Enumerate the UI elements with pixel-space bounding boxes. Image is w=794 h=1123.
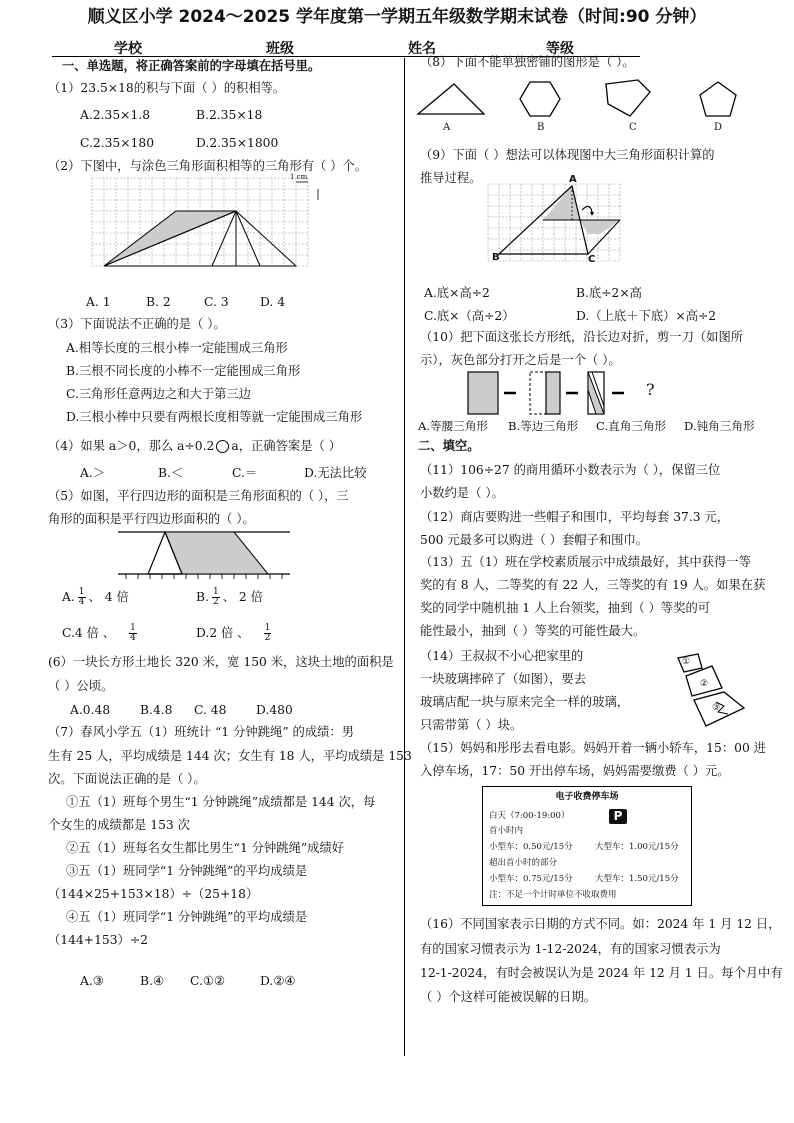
q7-stem-line1: （7）春风小学五（1）班统计 “1 分钟跳绳” 的成绩：男 — [48, 725, 355, 739]
parking-large-rate-2: 大型车：1.50元/15分 — [595, 874, 679, 884]
q6-option-a: A.0.48 — [70, 703, 111, 717]
q1-option-b: B.2.35×18 — [196, 108, 263, 122]
q9-option-d: D.（上底＋下底）×高÷2 — [576, 309, 717, 323]
triangle-shape — [418, 84, 484, 114]
q2-grid-figure — [92, 178, 332, 274]
glass-piece-2: ② — [700, 679, 709, 689]
q1-option-d: D.2.35×1800 — [196, 136, 279, 150]
parking-first-hour: 首小时内 — [489, 826, 524, 836]
name-label: 姓名 — [408, 41, 436, 57]
q2-option-d: D. 4 — [260, 295, 286, 309]
parking-after-first-hour: 超出首小时的部分 — [489, 858, 558, 868]
q5-parallelogram-figure — [118, 530, 290, 580]
q11-stem-line2: 小数约是（ ）。 — [420, 486, 504, 500]
q1-stem: （1）23.5×18的积与下面（ ）的积相等。 — [48, 81, 286, 95]
q4-stem-text: （4）如果 a＞0，那么 a÷0.2 — [48, 439, 215, 453]
q9-stem-line1: （9）下面（ ）想法可以体现图中大三角形面积计算的 — [420, 148, 715, 162]
glass-piece-1: ① — [682, 657, 691, 667]
q7-stem-line2: 生有 25 人，平均成绩是 144 次；女生有 18 人，平均成绩是 153 — [48, 749, 412, 763]
q3-option-b: B.三根不同长度的小棒不一定能围成三角形 — [66, 364, 301, 378]
parking-p-icon — [609, 809, 627, 824]
parking-fee-board — [482, 786, 692, 906]
numerator: 1 — [212, 587, 219, 597]
fraction — [129, 624, 137, 643]
q7-option-d: D.②④ — [260, 974, 296, 988]
q6-stem-line2: （ ）公顷。 — [48, 679, 114, 693]
glass-piece-3: ③ — [712, 703, 721, 713]
q16-stem-line2: 有的国家习惯表示为 1-12-2024，有的国家习惯表示为 — [420, 942, 721, 956]
q7-statement-3a: ③五（1）班同学“1 分钟跳绳”的平均成绩是 — [66, 864, 308, 878]
class-label: 班级 — [266, 41, 294, 57]
denominator: 2 — [212, 597, 219, 607]
q10-option-a: A.等腰三角形 — [418, 419, 489, 433]
q9-vertex-a: A — [569, 174, 577, 185]
q9-option-a: A.底×高÷2 — [424, 286, 490, 300]
q5-d-prefix: D.2 倍 、 — [196, 626, 250, 640]
q13-stem-line3: 奖的同学中随机抽 1 人上台领奖，抽到（ ）等奖的可 — [420, 601, 711, 615]
q14-stem-line3: 玻璃店配一块与原来完全一样的玻璃， — [420, 695, 630, 709]
q4-stem — [48, 440, 341, 454]
q14-stem-line4: 只需带第（ ）块。 — [420, 718, 523, 732]
denominator: 4 — [78, 597, 85, 607]
q4-option-d: D.无法比较 — [304, 466, 367, 480]
q5-b-prefix: B. — [196, 590, 209, 604]
q4-stem-tail: a，正确答案是（ ） — [231, 439, 341, 453]
q7-statement-4a: ④五（1）班同学“1 分钟跳绳”的平均成绩是 — [66, 910, 308, 924]
q5-stem-line2: 角形的面积是平行四边形面积的（ ）。 — [48, 512, 255, 526]
q8-shapes-figure — [412, 78, 762, 120]
compare-circle-icon — [216, 440, 229, 453]
q9-option-b: B.底÷2×高 — [576, 286, 642, 300]
q16-stem-line3: 12-1-2024，有时会被误认为是 2024 年 12 月 1 日。每个月中有 — [420, 966, 783, 980]
q6-option-d: D.480 — [256, 703, 293, 717]
q5-b-suffix: 、 2 倍 — [222, 590, 263, 604]
q16-stem-line4: （ ）个这样可能被误解的日期。 — [420, 990, 597, 1004]
q10-option-b: B.等边三角形 — [508, 419, 579, 433]
q13-stem-line4: 能性最小，抽到（ ）等奖的可能性最大。 — [420, 624, 646, 638]
q8-label-c: C — [629, 122, 637, 133]
q6-option-b: B.4.8 — [140, 703, 173, 717]
q9-vertex-c: C — [588, 254, 596, 265]
q10-option-c: C.直角三角形 — [596, 419, 667, 433]
q12-stem-line1: （12）商店要购进一些帽子和围巾，平均每套 37.3 元， — [420, 510, 730, 524]
parking-day-hours: 白天（7:00-19:00） — [489, 811, 570, 821]
q7-stem-line3: 次。下面说法正确的是（ ）。 — [48, 772, 206, 786]
numerator: 1 — [130, 623, 136, 633]
q7-statement-4b: （144+153）÷2 — [48, 933, 148, 947]
q3-stem: （3）下面说法不正确的是（ ）。 — [48, 317, 226, 331]
q9-vertex-b: B — [492, 252, 500, 263]
section1-title: 一、单选题，将正确答案前的字母填在括号里。 — [62, 59, 321, 73]
q10-option-d: D.钝角三角形 — [684, 419, 755, 433]
section2-title: 二、填空。 — [418, 439, 480, 453]
fraction — [264, 624, 272, 643]
q7-statement-1b: 个女生的成绩都是 153 次 — [48, 818, 190, 832]
hexagon-shape — [520, 82, 560, 116]
q15-stem-line1: （15）妈妈和彤彤去看电影。妈妈开着一辆小轿车，15：00 进 — [420, 741, 766, 755]
q14-stem-line2: 一块玻璃摔碎了（如图），要去 — [420, 672, 587, 686]
fraction — [212, 588, 220, 607]
fraction — [78, 588, 86, 607]
q7-statement-1a: ①五（1）班每个男生“1 分钟跳绳”成绩都是 144 次，每 — [66, 795, 376, 809]
q1-option-c: C.2.35×180 — [80, 136, 155, 150]
q6-stem-line1: (6）一块长方形土地长 320 米，宽 150 米，这块土地的面积是 — [48, 655, 394, 669]
q2-option-c: C. 3 — [204, 295, 229, 309]
q5-option-b — [196, 588, 263, 607]
school-label: 学校 — [114, 41, 142, 57]
q7-option-c: C.①② — [190, 974, 225, 988]
q5-a-suffix: 、 4 倍 — [88, 590, 129, 604]
q10-question-mark: ? — [646, 380, 655, 399]
q7-option-a: A.③ — [80, 974, 104, 988]
quadrilateral-shape — [606, 80, 650, 116]
q13-stem-line2: 奖的有 8 人，二等奖的有 22 人，三等奖的有 19 人。如果在获 — [420, 578, 766, 592]
q7-option-b: B.④ — [140, 974, 164, 988]
q3-option-c: C.三角形任意两边之和大于第三边 — [66, 387, 252, 401]
q15-stem-line2: 入停车场，17：50 开出停车场，妈妈需要缴费（ ）元。 — [420, 764, 730, 778]
numerator: 1 — [78, 587, 85, 597]
q13-stem-line1: （13）五（1）班在学校素质展示中成绩最好，其中获得一等 — [420, 555, 751, 569]
q8-label-b: B — [537, 122, 545, 133]
q9-grid-figure — [488, 182, 624, 266]
q2-option-b: B. 2 — [146, 295, 171, 309]
page-title: 顺义区小学 2024～2025 学年度第一学期五年级数学期末试卷（时间:90 分钟） — [87, 7, 707, 27]
grade-label: 等级 — [546, 41, 574, 57]
q5-option-a — [62, 588, 129, 607]
q14-stem-line1: （14）王叔叔不小心把家里的 — [420, 649, 584, 663]
parking-note: 注：不足一个计时单位不收取费用 — [489, 890, 617, 900]
q7-statement-2: ②五（1）班每名女生都比男生“1 分钟跳绳”成绩好 — [66, 841, 345, 855]
q1-option-a: A.2.35×1.8 — [80, 108, 151, 122]
q16-stem-line1: （16）不同国家表示日期的方式不同。如：2024 年 1 月 12 日， — [420, 917, 781, 931]
q8-stem: （8）下面不能单独密铺的图形是（ ）。 — [420, 55, 635, 69]
numerator: 1 — [264, 623, 271, 633]
q10-stem-line1: （10）把下面这张长方形纸，沿长边对折，剪一刀（如图所 — [420, 330, 744, 344]
pentagon-shape — [700, 82, 736, 116]
q9-stem-line2: 推导过程。 — [420, 171, 482, 185]
q3-option-d: D.三根小棒中只要有两根长度相等就一定能围成三角形 — [66, 410, 363, 424]
q8-label-d: D — [714, 122, 723, 133]
parking-small-rate-1: 小型车：0.50元/15分 — [489, 842, 573, 852]
denominator: 2 — [264, 633, 271, 643]
q5-c-prefix: C.4 倍 、 — [62, 626, 116, 640]
q5-a-prefix: A. — [62, 590, 75, 604]
q4-option-c: C.＝ — [232, 466, 258, 480]
parking-large-rate-1: 大型车：1.00元/15分 — [595, 842, 679, 852]
q6-option-c: C. 48 — [194, 703, 227, 717]
parking-p-letter: P — [613, 809, 623, 823]
q5-option-c — [62, 624, 140, 643]
q9-option-c: C.底×（高÷2） — [424, 309, 515, 323]
denominator: 4 — [130, 633, 136, 643]
q10-stem-line2: 示），灰色部分打开之后是一个（ ）。 — [420, 353, 621, 367]
q11-stem-line1: （11）106÷27 的商用循环小数表示为（ ），保留三位 — [420, 463, 721, 477]
q12-stem-line2: 500 元最多可以购进（ ）套帽子和围巾。 — [420, 533, 649, 547]
column-divider — [404, 58, 405, 1056]
parking-title: 电子收费停车场 — [555, 792, 619, 802]
q3-option-a: A.相等长度的三根小棒一定能围成三角形 — [66, 341, 288, 355]
q2-unit-label: 1 cm — [290, 173, 308, 181]
parking-small-rate-2: 小型车：0.75元/15分 — [489, 874, 573, 884]
q7-statement-3b: （144×25+153×18）÷（25+18） — [48, 887, 259, 901]
q5-option-d — [196, 624, 274, 643]
q4-option-a: A.＞ — [80, 466, 106, 480]
q2-option-a: A. 1 — [86, 295, 111, 309]
q5-stem-line1: （5）如图，平行四边形的面积是三角形面积的（ ），三 — [48, 489, 349, 503]
q8-label-a: A — [443, 122, 451, 133]
q10-paper-figure — [466, 370, 666, 416]
q4-option-b: B.＜ — [158, 466, 184, 480]
q2-stem: （2）下图中，与涂色三角形面积相等的三角形有（ ）个。 — [48, 159, 368, 173]
